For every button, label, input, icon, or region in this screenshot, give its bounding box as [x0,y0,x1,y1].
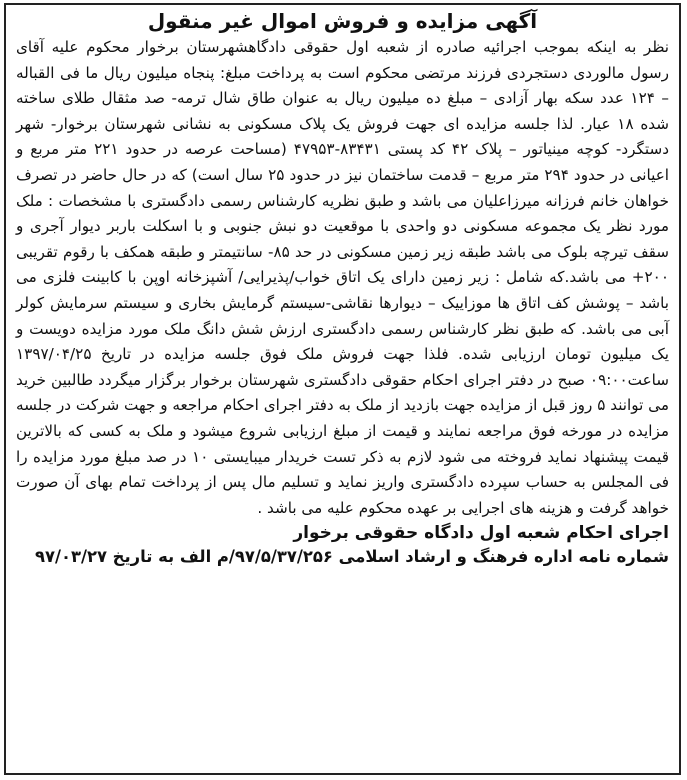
notice-reference: شماره نامه اداره فرهنگ و ارشاد اسلامی ۹۷/۵/۳۷/۲۵۶/م الف به تاریخ ۹۷/۰۳/۲۷ [34,547,669,567]
auction-notice [4,3,681,775]
notice-body: نظر به اینکه بموجب اجرائیه صادره از شعبه اول حقوقی دادگاهشهرستان برخوار محکوم علیه آقای رسول مالوردی دستجردی فرزند مرتضی محکوم است به پرداخت مبلغ: پنجاه میلیون ریال ما فی القباله – ۱۲۴ عدد سکه بهار آزادی – مبلغ ده میلیون ریال به عنوان طاق شال ترمه- صد مثقال طلای ساخته شده ۱۸ عیار. لذا جلسه مزایده ای جهت فروش یک پلاک مسکونی به نشانی شهرستان برخوار- شهر دستگرد- کوچه مینیاتور – پلاک ۴۲ کد پستی ۸۳۴۳۱-۴۷۹۵۳ (مساحت عرصه در حدود ۲۲۱ متر مربع و اعیانی در حدود ۲۹۴ متر مربع – قدمت ساختمان نیز در حدود ۲۵ سال است) که در حال حاضر در تصرف خواهان خانم فرزانه میرزاعلیان می باشد و طبق نظریه کارشناس رسمی دادگستری با مشخصات : ملک مورد نظر یک مجموعه مسکونی دو واحدی با موقعیت دو نبش جنوبی و با اسکلت باربر دیوار آجری و سقف تیرچه بلوک می باشد طبقه زیر زمین مسکونی در حد ۸۵- سانتیمتر و طبقه همکف با رقوم تقریبی ۲۰۰+ می باشد.که شامل : زیر زمین دارای یک اتاق خواب/پذیرایی/ آشپزخانه اوپن با کابینت فلزی می باشد – پوشش کف اتاق ها موزاییک – دیوارها نقاشی-سیستم گرمایش بخاری و سیستم سرمایش کولر آبی می باشد. که طبق نظر کارشناس رسمی دادگستری ارزش شش دانگ ملک مورد مزایده دویست و یک میلیون تومان ارزیابی شده. فلذا جهت فروش ملک فوق جلسه مزایده در تاریخ ۱۳۹۷/۰۴/۲۵ ساعت۰۹:۰۰ صبح در دفتر اجرای احکام حقوقی دادگستری شهرستان برخوار برگزار میگردد طالبین خرید می توانند ۵ روز قبل از مزایده جهت بازدید از ملک به دفتر اجرای احکام مراجعه و جهت شرکت در جلسه مزایده در مورخه فوق مراجعه نمایند و قیمت از مبلغ ارزیابی شروع میشود و ملک به کسی که بالاترین قیمت پیشنهاد نماید فروخته می شود لازم به ذکر تست خریدار میبایستی ۱۰ در صد مبلغ مورد مزایده را فی المجلس به حساب سپرده دادگستری واریز نماید و تسلیم مال پس از پرداخت تمام بهای آن صورت خواهد گرفت و هزینه های اجرایی بر عهده محکوم علیه می باشد . [16,38,670,517]
notice-signature: اجرای احکام شعبه اول دادگاه حقوقی برخوار [293,523,669,544]
notice-title: آگهی مزایده و فروش اموال غیر منقول [147,9,538,33]
